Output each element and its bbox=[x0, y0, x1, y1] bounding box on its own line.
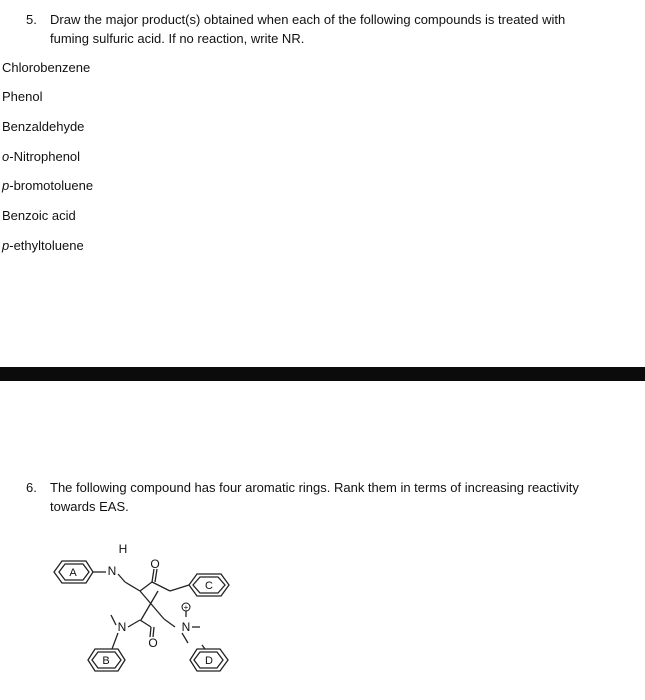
compound-name: -bromotoluene bbox=[9, 178, 94, 193]
question-6-line-1: The following compound has four aromatic rings. Rank them in terms of increasing reactivity bbox=[50, 480, 579, 495]
compound-benzoic-acid bbox=[2, 208, 76, 224]
bond-c1-carbonyl bbox=[140, 582, 152, 591]
chemical-structure bbox=[40, 535, 240, 680]
question-6 bbox=[26, 478, 626, 518]
bond-n2-ring-b bbox=[112, 633, 118, 649]
ring-label-a: A bbox=[69, 567, 77, 579]
compound-name: Chlorobenzene bbox=[2, 60, 91, 75]
compound-prefix: p bbox=[2, 178, 10, 193]
bond-to-n2 bbox=[128, 620, 140, 627]
compound-name: Phenol bbox=[2, 89, 43, 104]
compound-chlorobenzene bbox=[2, 60, 90, 76]
charge-plus bbox=[182, 603, 190, 612]
question-5-line-2: fuming sulfuric acid. If no reaction, write NR. bbox=[50, 31, 305, 46]
question-6-number: 6. bbox=[26, 480, 37, 495]
bond-n-plus-ring-d bbox=[182, 633, 188, 643]
compound-prefix: o bbox=[2, 149, 10, 164]
question-6-text bbox=[50, 478, 579, 516]
bond-ch2-n-plus bbox=[164, 619, 175, 627]
bond-n-ch2 bbox=[118, 574, 125, 582]
compound-p-ethyltoluene bbox=[2, 238, 84, 254]
ring-label-d: D bbox=[205, 655, 213, 667]
question-5-number: 5. bbox=[26, 12, 37, 27]
atom-h: H bbox=[118, 542, 128, 556]
compound-p-bromotoluene bbox=[2, 178, 93, 194]
compound-name: -Nitrophenol bbox=[9, 149, 81, 164]
bond-n2-methyl bbox=[111, 615, 116, 625]
compound-name: Benzoic acid bbox=[2, 208, 76, 223]
page-divider bbox=[0, 367, 645, 381]
compound-prefix: p bbox=[2, 238, 10, 253]
bond-ch2-ring-c bbox=[170, 585, 189, 591]
atom-n-3: N bbox=[181, 620, 191, 634]
compound-benzaldehyde bbox=[2, 119, 84, 135]
atom-n-1: N bbox=[107, 564, 117, 578]
question-5-line-1: Draw the major product(s) obtained when each of the following compounds is treated with bbox=[50, 12, 566, 27]
compound-phenol bbox=[2, 89, 42, 105]
compound-o-nitrophenol bbox=[2, 149, 80, 165]
bond-amide-c bbox=[140, 620, 151, 627]
compound-name: Benzaldehyde bbox=[2, 119, 85, 134]
atom-o-2: O bbox=[148, 636, 158, 650]
bond-ch2-c1 bbox=[125, 582, 140, 591]
ring-label-b: B bbox=[102, 655, 110, 667]
atom-o-1: O bbox=[150, 557, 160, 571]
bond-carbonyl-ch2 bbox=[152, 582, 170, 591]
atom-n-2: N bbox=[117, 620, 127, 634]
charge-symbol: + bbox=[183, 603, 189, 612]
question-5 bbox=[26, 10, 626, 50]
ring-label-c: C bbox=[205, 580, 213, 592]
question-5-text bbox=[50, 10, 565, 48]
compound-name: -ethyltoluene bbox=[9, 238, 84, 253]
question-6-line-2: towards EAS. bbox=[50, 499, 129, 514]
